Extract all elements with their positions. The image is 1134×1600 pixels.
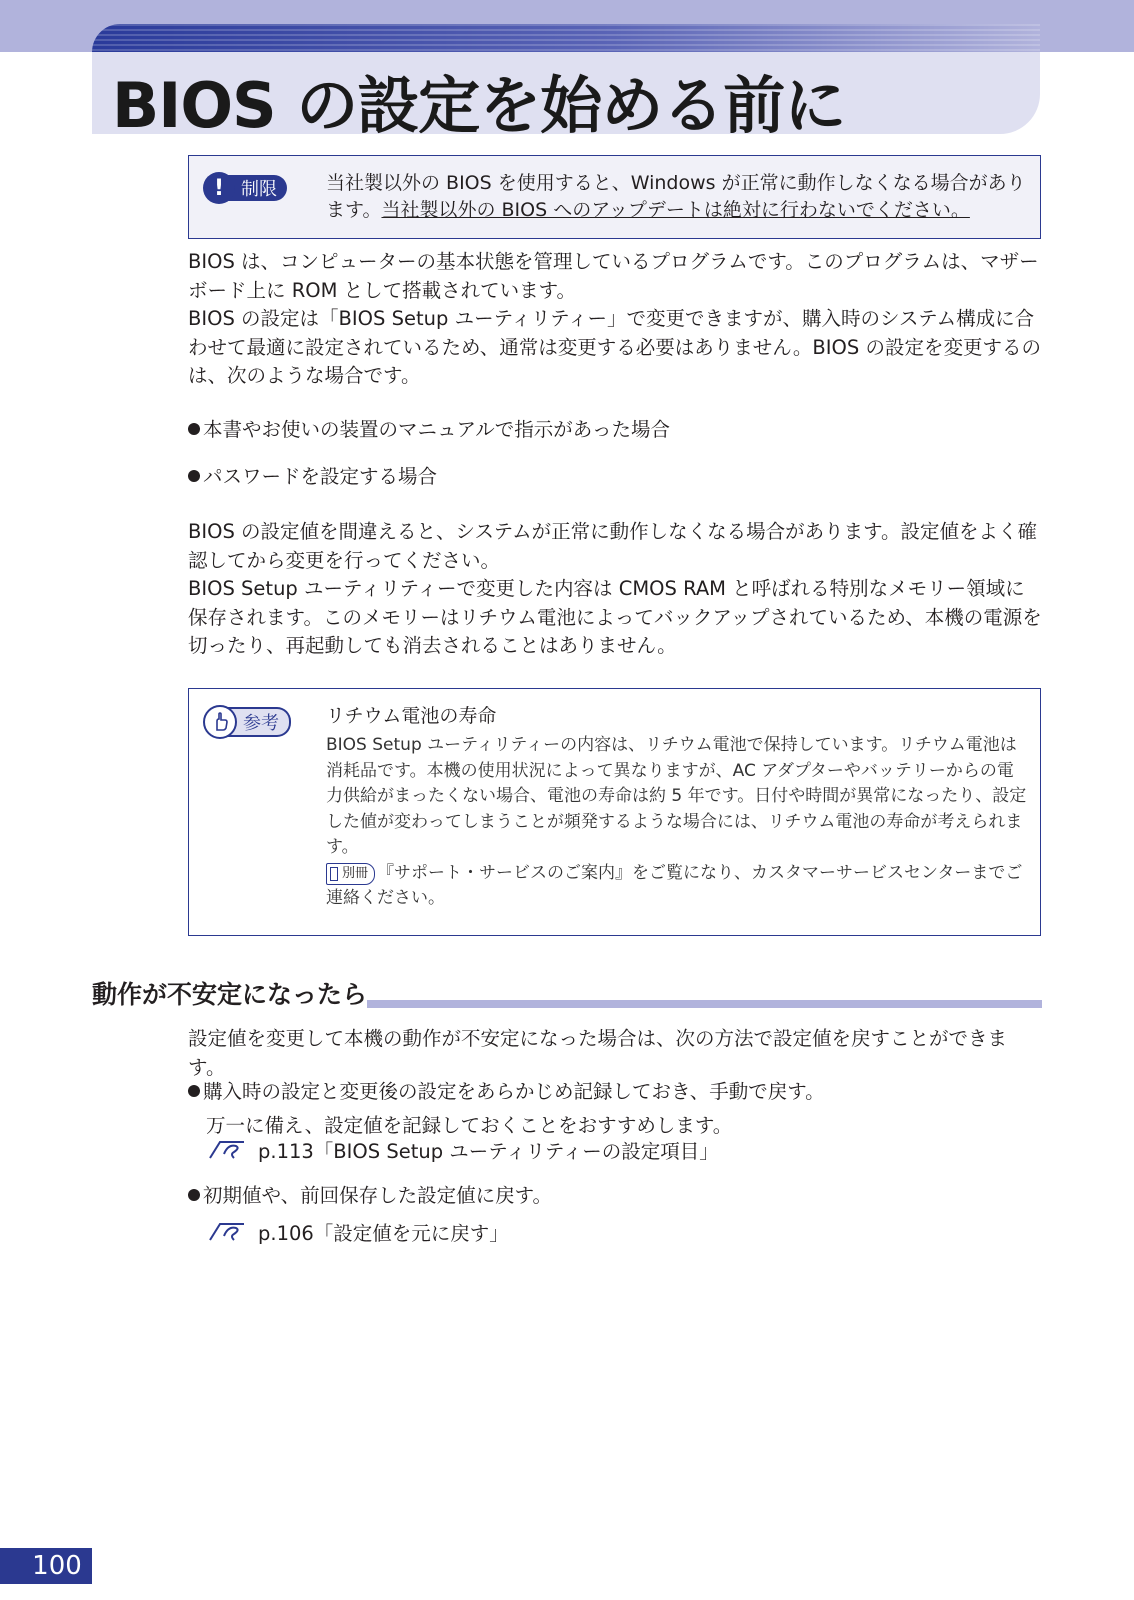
restriction-text bbox=[326, 170, 1028, 224]
method-item-2 bbox=[188, 1180, 552, 1208]
separate-volume-label: 別冊 bbox=[342, 865, 369, 881]
bullet-icon bbox=[188, 1085, 200, 1097]
restriction-text-emphasis: 当社製以外の BIOS へのアップデートは絶対に行わないでください。 bbox=[381, 199, 970, 221]
reference-body bbox=[326, 733, 1028, 912]
bullet-icon bbox=[188, 423, 200, 435]
method-2-ref-label: p.106「設定値を元に戻す」 bbox=[258, 1222, 509, 1245]
separate-volume-tag bbox=[326, 863, 375, 885]
method-1-note: 万一に備え、設定値を記録しておくことをおすすめします。 bbox=[206, 1114, 733, 1137]
warning-paragraph-2: BIOS Setup ユーティリティーで変更した内容は CMOS RAM と呼ばれる特別なメモリー領域に保存されます。このメモリーはリチウム電池によってバックアップされているため、本機の電源を切ったり、再起動しても消去されることはありません。 bbox=[188, 577, 1042, 657]
title-stripe-bar bbox=[92, 24, 1040, 52]
page-number-label: 100 bbox=[32, 1551, 82, 1581]
restriction-label: 制限 bbox=[221, 175, 287, 201]
section-heading-unstable: 動作が不安定になったら bbox=[92, 975, 367, 1011]
restriction-badge bbox=[203, 172, 287, 204]
unstable-intro: 設定値を変更して本機の動作が不安定になった場合は、次の方法で設定値を戻すことができます。 bbox=[188, 1027, 1008, 1079]
case-item-2 bbox=[188, 461, 437, 489]
reference-link[interactable] bbox=[326, 861, 1028, 912]
method-1-page-ref[interactable] bbox=[206, 1136, 719, 1164]
page-ref-icon bbox=[206, 1220, 250, 1244]
page-ref-icon bbox=[206, 1138, 250, 1162]
exclamation-icon: ! bbox=[203, 172, 235, 204]
reference-body-text: BIOS Setup ユーティリティーの内容は、リチウム電池で保持しています。リチウム電池は消耗品です。本機の使用状況によって異なりますが、AC アダプターやバッテリーからの電力供給がまったくない場合、電池の寿命は約 5 年です。日付や時間が異常になったり、設定した値が変わってしまうことが頻発するような場合には、リチウム電池の寿命が考えられます。 bbox=[326, 735, 1027, 857]
intro-paragraph-1: BIOS は、コンピューターの基本状態を管理しているプログラムです。このプログラムは、マザーボード上に ROM として搭載されています。 bbox=[188, 250, 1039, 302]
reference-badge bbox=[203, 705, 291, 739]
case-item-1-label: 本書やお使いの装置のマニュアルで指示があった場合 bbox=[203, 418, 671, 441]
page-number bbox=[0, 1548, 92, 1584]
method-item-1-label: 購入時の設定と変更後の設定をあらかじめ記録しておき、手動で戻す。 bbox=[203, 1080, 825, 1103]
title-corner bbox=[940, 52, 1040, 134]
reference-note bbox=[188, 688, 1041, 936]
warning-paragraph-1: BIOS の設定値を間違えると、システムが正常に動作しなくなる場合があります。設定値をよく確認してから変更を行ってください。 bbox=[188, 520, 1038, 572]
method-1-ref-label: p.113「BIOS Setup ユーティリティーの設定項目」 bbox=[258, 1140, 719, 1163]
method-item-2-label: 初期値や、前回保存した設定値に戻す。 bbox=[203, 1184, 553, 1207]
reference-title: リチウム電池の寿命 bbox=[326, 705, 497, 727]
restriction-text-main: 当社製以外の BIOS を使用すると、Windows が正常に動作しなくなる場合があります。 bbox=[326, 172, 1026, 221]
method-item-1 bbox=[188, 1076, 825, 1104]
reference-label: 参考 bbox=[223, 707, 291, 737]
book-icon bbox=[330, 867, 338, 881]
bullet-icon bbox=[188, 1189, 200, 1201]
restriction-note bbox=[188, 155, 1041, 239]
case-item-2-label: パスワードを設定する場合 bbox=[203, 465, 438, 488]
pointing-hand-icon bbox=[203, 705, 237, 739]
intro-paragraph-2: BIOS の設定は「BIOS Setup ユーティリティー」で変更できますが、購入時のシステム構成に合わせて最適に設定されているため、通常は変更する必要はありません。BIOS の設定を変更するのは、次のような場合です。 bbox=[188, 307, 1041, 387]
page-title: BIOS の設定を始める前に bbox=[112, 69, 846, 142]
bullet-icon bbox=[188, 470, 200, 482]
method-2-page-ref[interactable] bbox=[206, 1218, 509, 1246]
case-item-1 bbox=[188, 414, 670, 442]
reference-link-text: 『サポート・サービスのご案内』をご覧になり、カスタマーサービスセンターまでご連絡ください。 bbox=[326, 862, 1023, 908]
